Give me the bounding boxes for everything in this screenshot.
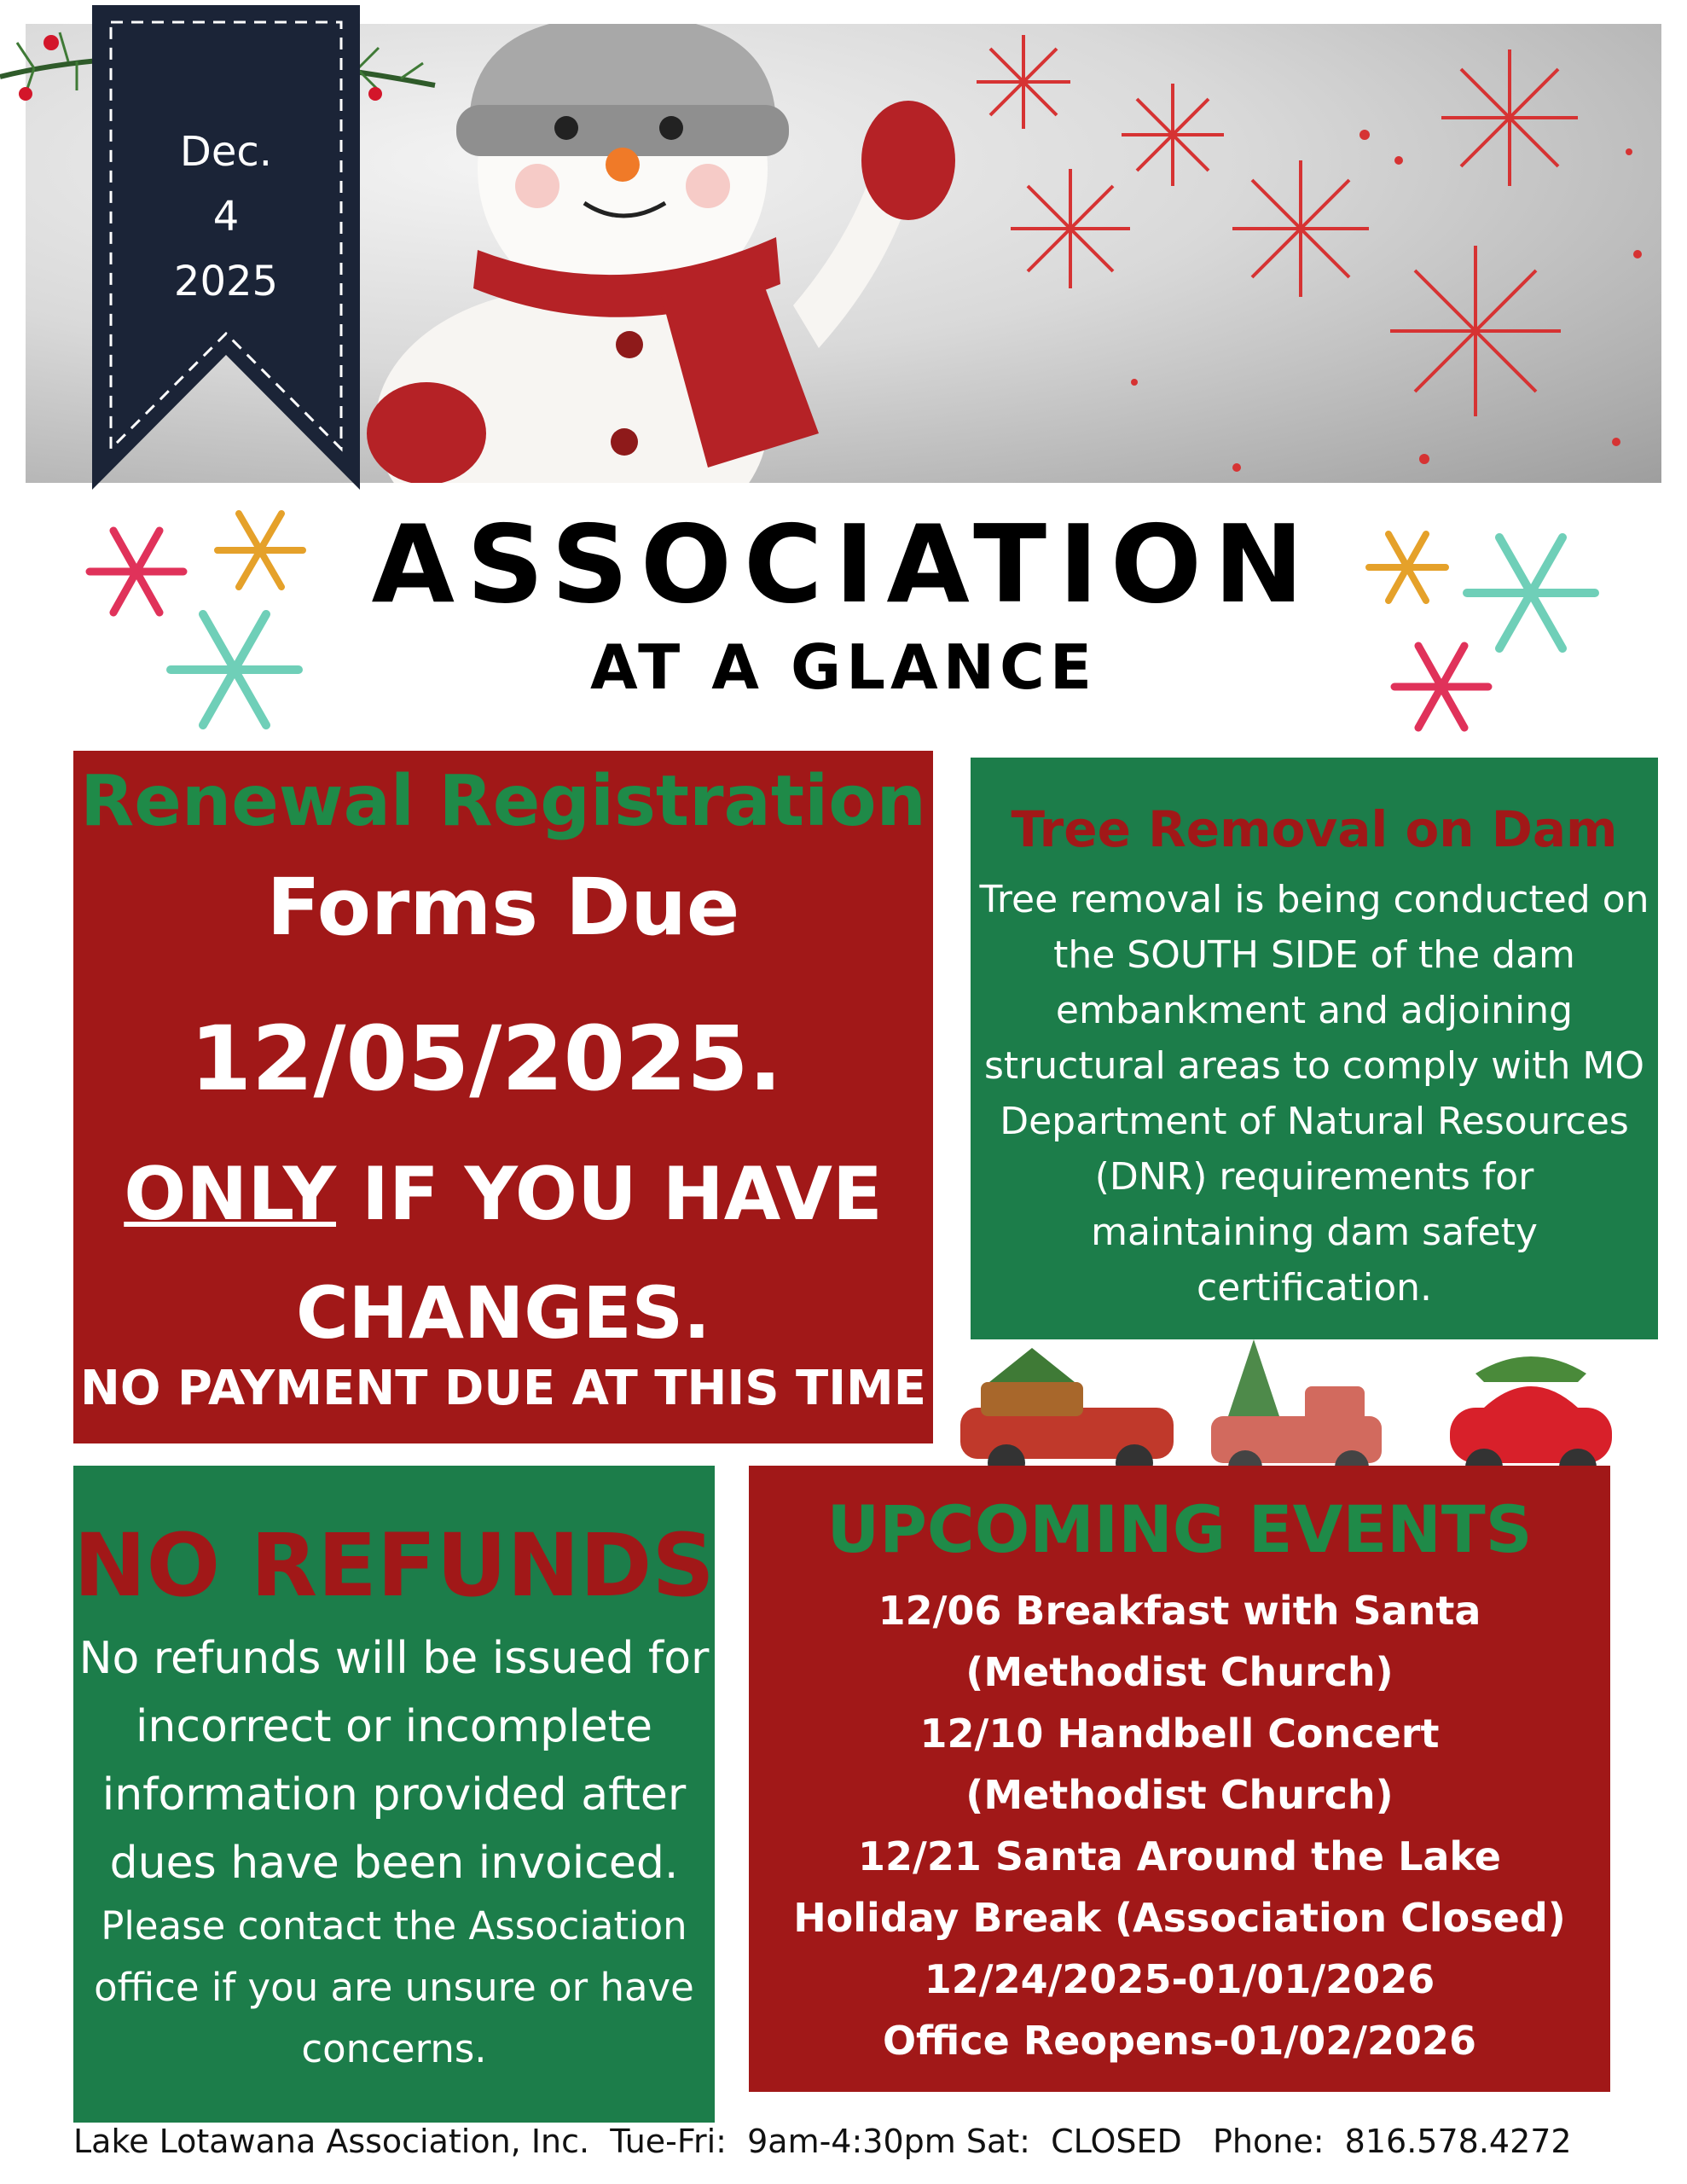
- event-item: 12/10 Handbell Concert: [919, 1711, 1440, 1757]
- events-list: [749, 1580, 1610, 2071]
- tree-removal-heading: Tree Removal on Dam: [1011, 800, 1618, 858]
- snowflake-icon: [77, 495, 350, 751]
- event-item: (Methodist Church): [965, 1772, 1394, 1818]
- snowman-illustration: [367, 24, 955, 483]
- tree-removal-panel: [971, 758, 1658, 1339]
- events-heading: UPCOMING EVENTS: [826, 1491, 1533, 1567]
- event-item: 12/24/2025-01/01/2026: [924, 1956, 1435, 2002]
- date-month: Dec.: [179, 128, 273, 176]
- event-item: 12/21 Santa Around the Lake: [858, 1833, 1501, 1879]
- date-year: 2025: [173, 258, 279, 305]
- refunds-body: No refunds will be issued for incorrect or incomplete information provided after dues have been invoiced.: [78, 1633, 710, 1889]
- refunds-heading: NO REFUNDS: [73, 1515, 715, 1617]
- page-title: ASSOCIATION: [371, 502, 1316, 627]
- snowflake-icon: [977, 35, 1578, 416]
- date-day: 4: [212, 193, 240, 241]
- page-subtitle: AT A GLANCE: [589, 631, 1098, 703]
- date-ribbon-text: [92, 119, 360, 314]
- renewal-panel: [73, 751, 933, 1443]
- renewal-forms-due: Forms Due: [266, 862, 740, 953]
- renewal-heading: Renewal Registration: [80, 761, 926, 842]
- footer-contact: Lake Lotawana Association, Inc. Tue-Fri: 9am-4:30pm Sat: CLOSED Phone: 816.578.4272: [73, 2123, 1572, 2160]
- events-panel: [749, 1466, 1610, 2092]
- renewal-only-word: ONLY: [124, 1152, 337, 1237]
- renewal-only-line: [73, 1152, 933, 1237]
- event-item: Holiday Break (Association Closed): [793, 1895, 1566, 1941]
- car-with-tree-icon: [955, 1314, 1620, 1484]
- tree-removal-body: Tree removal is being conducted on the SOUTH SIDE of the dam embankment and adjoining structural areas to comply with MO Department of Natural Resources (DNR) requirements for maintaining dam safety certification.: [979, 878, 1649, 1310]
- refunds-contact: Please contact the Association office if you are unsure or have concerns.: [94, 1903, 694, 2071]
- renewal-no-payment: NO PAYMENT DUE AT THIS TIME: [79, 1361, 927, 1416]
- refunds-panel: [73, 1466, 715, 2123]
- renewal-due-date: 12/05/2025.: [189, 1007, 783, 1111]
- event-item: (Methodist Church): [965, 1649, 1394, 1695]
- snowflake-icon: [1356, 503, 1638, 759]
- event-item: Office Reopens-01/02/2026: [882, 2018, 1477, 2064]
- renewal-changes: CHANGES.: [296, 1271, 710, 1355]
- renewal-only-rest: IF YOU HAVE: [336, 1152, 883, 1237]
- event-item: 12/06 Breakfast with Santa: [878, 1588, 1481, 1634]
